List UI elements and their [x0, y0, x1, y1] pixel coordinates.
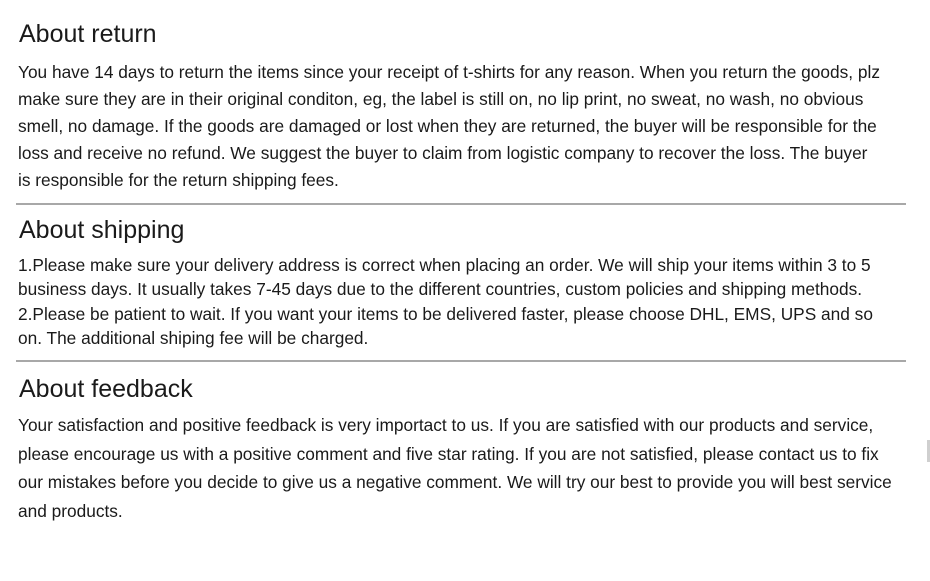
shipping-heading: About shipping: [19, 216, 185, 244]
feedback-paragraph: [18, 411, 892, 525]
shipping-line: business days. It usually takes 7-45 days due to the different countries, custom policies and shipping methods.: [18, 279, 863, 300]
feedback-line: and products.: [18, 500, 123, 521]
shipping-line: on. The additional shiping fee will be charged.: [18, 327, 369, 348]
return-line: smell, no damage. If the goods are damaged or lost when they are returned, the buyer will be responsible for the: [18, 116, 877, 136]
feedback-line: our mistakes before you decide to give us a negative comment. We will try our best to provide you will best service: [18, 472, 892, 492]
feedback-heading: About feedback: [19, 375, 193, 403]
return-line: is responsible for the return shipping fees.: [18, 170, 339, 190]
return-heading: About return: [19, 20, 157, 48]
return-line: make sure they are in their original conditon, eg, the label is still on, no lip print, no sweat, no wash, no obvious: [18, 89, 864, 109]
shipping-paragraph: [18, 253, 873, 350]
return-line: loss and receive no refund. We suggest the buyer to claim from logistic company to recover the loss. The buyer: [18, 143, 868, 163]
feedback-line: Your satisfaction and positive feedback is very importact to us. If you are satisfied with our products and service,: [18, 415, 874, 435]
shipping-line: 1.Please make sure your delivery address is correct when placing an order. We will ship your items within 3 to 5: [18, 255, 871, 275]
shipping-line: 2.Please be patient to wait. If you want your items to be delivered faster, please choose DHL, EMS, UPS and so: [18, 303, 873, 324]
return-paragraph: [18, 59, 880, 194]
section-divider: [16, 203, 906, 205]
section-divider: [16, 360, 906, 362]
feedback-line: please encourage us with a positive comment and five star rating. If you are not satisfied, please contact us to fix: [18, 443, 879, 464]
return-line: You have 14 days to return the items since your receipt of t-shirts for any reason. When you return the goods, plz: [18, 62, 880, 82]
